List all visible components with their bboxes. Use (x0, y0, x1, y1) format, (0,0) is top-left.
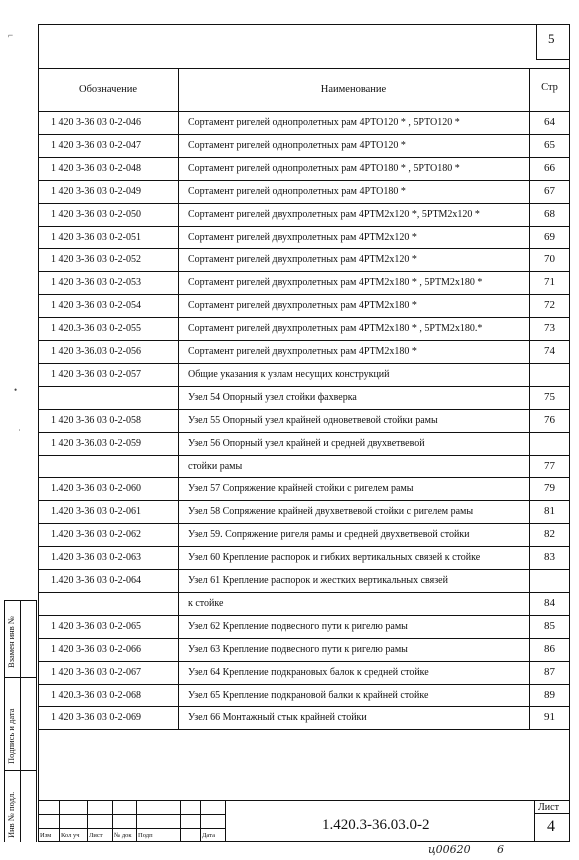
row-name: Узел 64 Крепление подкрановых балок к средней стойке (188, 666, 429, 678)
row-code: 1 420 3-36 03 0-2-047 (51, 139, 141, 151)
table-row-rule (38, 386, 570, 387)
table-row-rule (38, 500, 570, 501)
row-code: 1 420 3-36 03 0-2-046 (51, 117, 141, 128)
row-page: 66 (544, 161, 555, 174)
stamp-column-divider (136, 800, 137, 842)
table-row-rule (38, 546, 570, 547)
row-name: Узел 54 Опорный узел стойки фахверка (188, 391, 357, 403)
row-code: 1 420.3-36 03 0-2-055 (51, 323, 141, 335)
row-code: 1 420 3-36 03 0-2-048 (51, 162, 141, 174)
row-name: Узел 63 Крепление подвесного пути к ригелю рамы (188, 643, 408, 655)
table-row-rule (38, 432, 570, 433)
row-name: Сортамент ригелей двухпролетных рам 4РТМ2х120 *, 5РТМ2х120 * (188, 208, 480, 220)
row-name: Узел 62 Крепление подвесного пути к ригелю рамы (188, 620, 408, 632)
row-name: Сортамент ригелей однопролетных рам 4РТО180 * , 5РТО180 * (188, 162, 460, 174)
row-name: Сортамент ригелей двухпролетных рам 4РТМ2х180 * , 5РТМ2х180.* (188, 323, 483, 335)
table-row-rule (38, 317, 570, 318)
scan-mark-2: • (14, 385, 18, 395)
row-code: 1 420 3-36.03 0-2-056 (51, 346, 141, 357)
row-page: 75 (544, 390, 555, 403)
table-row-rule (38, 180, 570, 181)
table-row-rule (38, 661, 570, 662)
row-code: 1 420.3-36 03 0-2-068 (51, 689, 141, 701)
table-row-rule (38, 157, 570, 158)
row-name: Сортамент ригелей однопролетных рам 4РТО120 * (188, 139, 406, 151)
row-name: Сортамент ригелей двухпролетных рам 4РТМ2х120 * (188, 231, 417, 243)
table-row-rule (38, 455, 570, 456)
row-name: Сортамент ригелей двухпролетных рам 4РТМ2х180 * (188, 300, 417, 312)
table-row-rule (38, 363, 570, 364)
row-name: Общие указания к узлам несущих конструкций (188, 368, 390, 380)
row-code: 1 420 3-36.03 0-2-059 (51, 437, 141, 449)
table-row-rule (38, 271, 570, 272)
row-page: 71 (544, 276, 555, 289)
row-page: 79 (544, 482, 555, 495)
sheet-number: 4 (547, 818, 555, 835)
header-name: Наименование (320, 84, 387, 95)
row-name: Сортамент ригелей однопролетных рам 4РТО180 * (188, 185, 406, 197)
row-code: 1 420 3-36 03 0-2-051 (51, 231, 141, 243)
row-name: Сортамент ригелей двухпролетных рам 4РТМ2х180 * , 5РТМ2х180 * (188, 277, 483, 289)
row-name: Узел 60 Крепление распорок и гибких вертикальных связей к стойке (188, 552, 481, 564)
row-page: 91 (544, 711, 555, 724)
row-page: 82 (544, 528, 555, 541)
table-row-rule (38, 615, 570, 616)
stamp-column-divider (112, 800, 113, 842)
table-header-rule (38, 111, 570, 112)
header-page: Стр (541, 82, 558, 93)
row-code: 1.420 3-36 03 0-2-063 (51, 552, 141, 564)
row-page: 69 (544, 230, 555, 243)
row-code: 1.420 3-36 03 0-2-061 (51, 506, 141, 518)
side-strip-right-edge (36, 600, 37, 842)
stamp-column-divider (200, 800, 201, 842)
stamp-column-divider (59, 800, 60, 842)
table-row-rule (38, 592, 570, 593)
stamp-sheet-divider (534, 813, 570, 814)
handwritten-number: 6 (497, 843, 504, 856)
side-label-signature-date: Подпись и дата (6, 708, 16, 764)
row-name: Узел 61 Крепление распорок и жестких вертикальных связей (188, 575, 448, 586)
row-code: 1 420 3-36 03 0-2-052 (51, 254, 141, 266)
stamp-column-divider (180, 800, 181, 842)
row-code: 1 420 3-36 03 0-2-065 (51, 620, 141, 632)
table-row-rule (38, 409, 570, 410)
page-number: 5 (548, 31, 555, 46)
row-code: 1 420 3-36 03 0-2-057 (51, 368, 141, 380)
row-page: 86 (544, 642, 555, 655)
row-page: 64 (544, 116, 555, 128)
stamp-column-label: Лист (89, 832, 103, 839)
row-page: 89 (544, 688, 555, 701)
scan-mark-1: ⌐ (8, 30, 14, 40)
table-row-rule (38, 294, 570, 295)
row-name: Узел 66 Монтажный стык крайней стойки (188, 712, 367, 724)
row-page: 87 (544, 665, 555, 678)
stamp-row-1 (38, 814, 225, 815)
row-page: 84 (544, 596, 555, 609)
row-code: 1 420 3-36 03 0-2-067 (51, 666, 141, 678)
row-code: 1 420 3-36 03 0-2-049 (51, 185, 141, 197)
stamp-column-label: Изм (40, 832, 52, 839)
row-page: 70 (544, 253, 555, 266)
side-strip-mid (20, 600, 21, 842)
row-page: 65 (544, 138, 555, 151)
row-code: 1 420 3-36 03 0-2-066 (51, 643, 141, 655)
stamp-top (38, 800, 570, 801)
table-row-rule (38, 638, 570, 639)
table-row-rule (38, 477, 570, 478)
side-label-inventory: Инв № подл. (6, 791, 16, 838)
row-code: 1 420 3-36 03 0-2-050 (51, 208, 141, 220)
table-row-rule (38, 523, 570, 524)
handwritten-code: ц00620 (428, 843, 471, 856)
row-page: 81 (544, 505, 555, 518)
row-page: 68 (544, 207, 555, 220)
row-page: 67 (544, 184, 555, 197)
stamp-column-label: Кол уч (61, 832, 80, 839)
stamp-column-label: Дата (202, 832, 215, 839)
stamp-divider-sheet (534, 800, 535, 842)
table-row-rule (38, 684, 570, 685)
row-page: 76 (544, 413, 555, 426)
row-name: Узел 59. Сопряжение ригеля рамы и средней двухветвевой стойки (188, 529, 470, 541)
table-row-rule (38, 248, 570, 249)
page-number-box-bottom (536, 59, 570, 60)
table-row-rule (38, 340, 570, 341)
row-name: Сортамент ригелей однопролетных рам 4РТО120 * , 5РТО120 * (188, 117, 460, 128)
stamp-column-label: № док (114, 832, 132, 839)
row-page: 74 (544, 345, 555, 357)
row-code: 1.420 3-36 03 0-2-064 (51, 575, 141, 586)
side-strip-top (4, 600, 37, 601)
document-code: 1.420.3-36.03.0-2 (322, 817, 430, 833)
stamp-row-2 (38, 828, 225, 829)
stamp-divider-main (225, 800, 226, 842)
side-strip-div-2 (4, 770, 37, 771)
row-page: 85 (544, 619, 555, 632)
row-name: Сортамент ригелей двухпролетных рам 4РТМ2х120 * (188, 254, 417, 266)
table-row-rule (38, 569, 570, 570)
table-row-rule (38, 134, 570, 135)
row-code: 1.420 3-36 03 0-2-062 (51, 529, 141, 541)
row-name: Узел 56 Опорный узел крайней и средней двухветвевой (188, 437, 425, 449)
stamp-column-label: Подп (138, 832, 153, 839)
row-name: Узел 65 Крепление подкрановой балки к крайней стойке (188, 689, 429, 701)
table-row-rule (38, 729, 570, 730)
table-top-rule (38, 68, 570, 69)
row-code: 1 420 3-36 03 0-2-069 (51, 712, 141, 724)
stamp-column-divider (87, 800, 88, 842)
row-code: 1.420 3-36 03 0-2-060 (51, 483, 141, 495)
page-number-box-divider (536, 24, 537, 60)
row-code: 1 420 3-36 03 0-2-058 (51, 414, 141, 426)
row-page: 83 (544, 551, 555, 564)
row-name: Узел 58 Сопряжение крайней двухветвевой стойки с ригелем рамы (188, 506, 474, 518)
row-name: Узел 55 Опорный узел крайней одноветвевой стойки рамы (188, 414, 438, 426)
column-divider-code (178, 68, 179, 729)
row-name: Сортамент ригелей двухпролетных рам 4РТМ2х180 * (188, 346, 417, 357)
row-page: 73 (544, 322, 555, 335)
row-name: Узел 57 Сопряжение крайней стойки с ригелем рамы (188, 483, 414, 495)
table-row-rule (38, 706, 570, 707)
row-page: 77 (544, 459, 555, 472)
row-page: 72 (544, 299, 555, 312)
side-label-replacement: Взамен инв № (6, 616, 16, 668)
side-strip-left-edge (4, 600, 5, 842)
side-strip-div-1 (4, 677, 37, 678)
table-row-rule (38, 203, 570, 204)
row-name: стойки рамы (188, 460, 243, 472)
sheet-label: Лист (538, 802, 559, 813)
header-designation: Обозначение (78, 84, 138, 95)
scan-mark-3: ˙ (18, 428, 21, 438)
row-name: к стойке (188, 597, 224, 609)
row-code: 1 420 3-36 03 0-2-053 (51, 277, 141, 289)
row-code: 1 420 3-36 03 0-2-054 (51, 300, 141, 312)
table-row-rule (38, 226, 570, 227)
